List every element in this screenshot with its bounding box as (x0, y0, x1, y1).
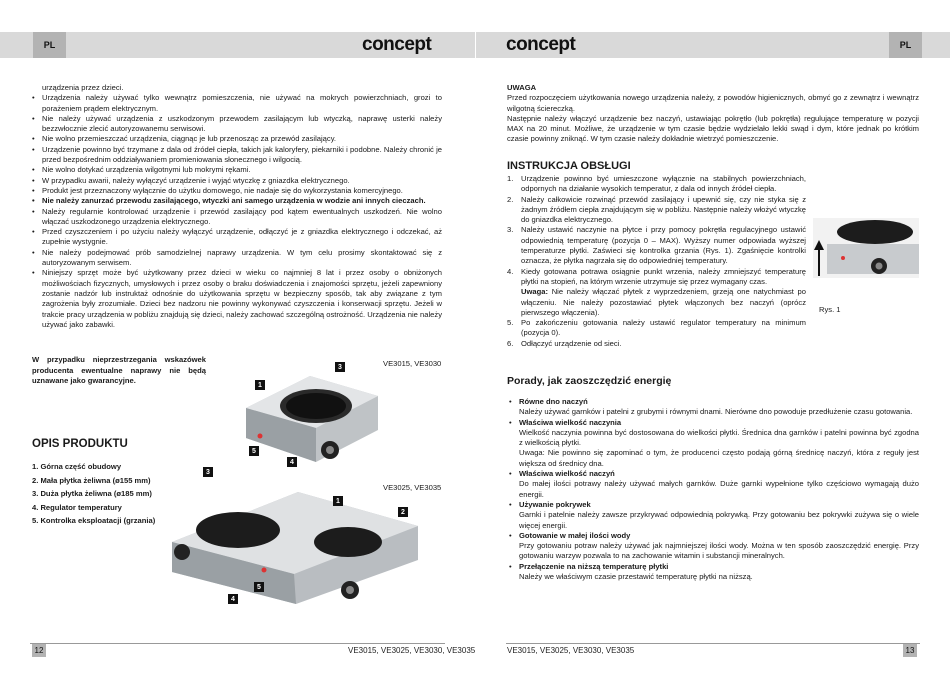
list-item: urządzenia przez dzieci. (42, 83, 124, 92)
part-item: 4. Regulator temperatury (32, 502, 122, 512)
part-item: 5. Kontrolka eksploatacji (grzania) (32, 516, 156, 525)
temperature-knob (174, 544, 190, 560)
uwaga-paragraph: Następnie należy włączyć urządzenie bez naczyń, ustawiając pokrętło (lub pokrętła) regulujące temperaturę w pozycji MAX na 20 minut. Możliwe, że urządzenie w tym czasie będzie wydzielało lekki swąd i dym, które jednak po krótkim czasie powinny zniknąć. W tym czasie należy dokładnie wietrzyć pomieszczenie. (507, 113, 919, 144)
list-item: 5. Po zakończeniu gotowania należy ustawić regulator temperatury na minimum (pozycja 0). (507, 318, 806, 338)
figure-rys1 (813, 218, 919, 278)
callout-3: 3 (335, 362, 345, 372)
parts-list (32, 460, 155, 528)
list-item: • Niniejszy sprzęt może być użytkowany przez dzieci w wieku co najmniej 8 lat i przez osoby o obniżonych możliwościach fizycznych, umysłowych i przez osoby o braku doświadczenia i znajomości sprzętu, jeżeli zapewniony zostanie nadzór lub instruktaż odnośnie do użytkowania sprzętu w bezpieczny sposób, tak aby związane z tym zagrożenia były zrozumiałe. Dzieci bez nadzoru nie powinny wykonywać czyszczenia i konserwacji sprzętu. Jeżeli w trakcie pracy urządzenia w pobliżu znajdują się dzieci, należy zachować szczególną ostrożność. Urządzenia nie należy używać jako zabawki. (30, 268, 442, 330)
list-item: • Urządzenie powinno być trzymane z dala od źródeł ciepła, takich jak kaloryfery, piekarniki i podobne. Należy chronić je przed bezpośrednim oddziaływaniem promieniowania słonecznego i wilgocią. (30, 145, 442, 166)
list-item: • Równe dno naczyń Należy używać garnków i patelni z grubymi i równymi dnami. Nierówne dno powoduje przedłużenie czasu gotowania. (507, 397, 919, 418)
plate-inner (286, 393, 346, 419)
list-item: • Nie należy zanurzać przewodu zasilającego, wtyczki ani samego urządzenia w wodzie ani innych cieczach. (30, 196, 442, 206)
uwaga-section (507, 83, 919, 145)
callout-4: 4 (287, 457, 297, 467)
instructions-list (507, 174, 806, 349)
product-description-title: OPIS PRODUKTU (32, 438, 128, 450)
callout-1: 1 (255, 380, 265, 390)
callout-5: 5 (249, 446, 259, 456)
list-item: • Właściwa wielkość naczynia Wielkość naczynia powinna być dostosowana do wielkości płytki. Średnica dna garnków i patelni powinna być zgodna z wielkością płytki. Uwaga: Nie powinno się zapominać o tym, że producenci często podają górną średnicę naczyń, która z reguły jest większa od średnicy dna. (507, 418, 919, 469)
large-cast-iron-plate (196, 512, 280, 548)
list-item: • Gotowanie w małej ilości wody Przy gotowaniu potraw należy używać jak najmniejszej ilości wody. Można w ten sposób zaoszczędzić energię. Przy gotowaniu warzyw pozwala to na zachowanie witamin i substancji mineralnych. (507, 531, 919, 562)
warranty-warning: W przypadku nieprzestrzegania wskazówek producenta ewentualne naprawy nie będą uznawane jako gwarancyjne. (32, 355, 206, 385)
cast-iron-plate (837, 220, 913, 244)
list-item: 4. Kiedy gotowana potrawa osiągnie punkt wrzenia, należy zmniejszyć temperaturę płytki na stopień, na którym wrzenie utrzymuje się przez wymagany czas. Uwaga: Nie należy włączać płytek z wyprzedzeniem, grzeją one natychmiast po włączeniu. Nie należy pozostawiać płytek włączonych bez naczyń (oprócz pierwszego włączenia). (507, 266, 806, 317)
safety-instructions (30, 83, 442, 330)
indicator-light (258, 434, 263, 439)
model-label-double: VE3025, VE3035 (383, 483, 442, 492)
uwaga-paragraph: Przed rozpoczęciem użytkowania nowego urządzenia należy, z powodów higienicznych, obmyć go z zewnątrz i wewnątrz wilgotną ściereczką. (507, 93, 919, 113)
language-badge-right: PL (889, 32, 922, 58)
list-item: • Nie należy używać urządzenia z uszkodzonym przewodem zasilającym lub wtyczką, naprawę usterki należy bezzwłocznie zlecić autoryzowanemu serwisowi. (30, 114, 442, 135)
list-item: 6. Odłączyć urządzenie od sieci. (507, 338, 622, 348)
safety-bullet-list (30, 83, 442, 330)
list-item: • Właściwa wielkość naczyń Do małej ilości potrawy należy używać małych garnków. Duże garnki wypełnione tylko częściowo wymagają dużo energii. (507, 469, 919, 500)
knob-center (876, 263, 883, 270)
list-item: • W przypadku awarii, należy wyłączyć urządzenie i wyjąć wtyczkę z gniazdka elektrycznego. (30, 176, 442, 186)
list-item: 1. Urządzenie powinno być umieszczone wyłącznie na stabilnych powierzchniach, odpornych na działanie wysokich temperatur, z dala od innych źródeł ciepła. (507, 174, 806, 194)
model-label-single: VE3015, VE3030 (383, 359, 442, 368)
callout-3: 3 (203, 467, 213, 477)
list-item: • Należy regularnie kontrolować urządzenie i przewód zasilający pod kątem ewentualnych uszkodzeń. Nie wolno włączać uszkodzonego urządzenia elektrycznego. (30, 207, 442, 228)
footer-line-left (30, 643, 445, 644)
double-hotplate-illustration (168, 486, 420, 606)
list-item: 3. Należy ustawić naczynie na płytce i przy pomocy pokrętła regulacyjnego ustawić odpowiednią temperaturę (pozycja 0 – MAX). Wyższy numer odpowiada wyższej temperaturze płytki. Zaświeci się kontrolka grzania (Rys. 1). Zgaśnięcie kontrolki oznacza, że płytka nagrzała się do odpowiedniej temperatury. (507, 225, 806, 266)
callout-2: 2 (398, 507, 408, 517)
part-item: 1. Górna część obudowy (32, 462, 122, 471)
list-item: • Przełączenie na niższą temperaturę płytki Należy we właściwym czasie przestawić temperaturę płytki na niższą. (507, 562, 919, 583)
energy-tips-list (507, 397, 919, 582)
knob-center (326, 446, 334, 454)
uwaga-inline: Uwaga: Nie należy włączać płytek z wyprzedzeniem, grzeją one natychmiast po włączeniu. Nie należy pozostawiać płytek włączonych bez naczyń (oprócz pierwszego włączenia). (521, 287, 806, 317)
list-item: • Urządzenia należy używać tylko wewnątrz pomieszczenia, nie używać na mokrych powierzchniach, grozi to porażeniem prądem elektrycznym. (30, 93, 442, 114)
footer-line-right (506, 643, 920, 644)
footer-models-left: VE3015, VE3025, VE3030, VE3035 (348, 646, 476, 655)
callout-4: 4 (228, 594, 238, 604)
page-number-left: 12 (32, 644, 46, 657)
list-item: • Nie wolno przemieszczać urządzenia, ciągnąc je lub przenosząc za przewód zasilający. (30, 134, 442, 144)
callout-5: 5 (254, 582, 264, 592)
list-item: • Nie wolno dotykać urządzenia wilgotnymi lub mokrymi rękami. (30, 165, 442, 175)
small-cast-iron-plate (314, 527, 382, 557)
list-item: 2. Należy całkowicie rozwinąć przewód zasilający i upewnić się, czy nie styka się z żadnym źródłem ciepła znajdującym się w pobliżu. Następnie należy włożyć wtyczkę do gniazdka elektrycznego. (507, 194, 806, 225)
list-item: • Przed czyszczeniem i po użyciu należy wyłączyć urządzenie, odłączyć je z gniazdka elektrycznego i odczekać, aż zupełnie wystygnie. (30, 227, 442, 248)
uwaga-title: UWAGA (507, 83, 537, 92)
part-item: 2. Mała płytka żeliwna (ø155 mm) (32, 475, 151, 485)
brand-logo-right: concept (506, 34, 576, 55)
knob-center (346, 586, 354, 594)
indicator-light (841, 256, 845, 260)
indicator-light (262, 568, 267, 573)
list-item: • Produkt jest przeznaczony wyłącznie do użytku domowego, nie nadaje się do wykorzystania komercyjnego. (30, 186, 442, 196)
brand-logo-left: concept (362, 34, 432, 55)
part-item: 3. Duża płytka żeliwna (ø185 mm) (32, 489, 152, 498)
figure-caption: Rys. 1 (819, 305, 841, 314)
footer-models-right: VE3015, VE3025, VE3030, VE3035 (507, 646, 635, 655)
list-item: • Nie należy podejmować prób samodzielnej naprawy urządzenia. W tym celu prosimy skontaktować się z autoryzowanym serwisem. (30, 248, 442, 269)
instructions-title: INSTRUKCJA OBSŁUGI (507, 160, 631, 172)
energy-tips-title: Porady, jak zaoszczędzić energię (507, 375, 672, 387)
callout-1: 1 (333, 496, 343, 506)
list-item: • Używanie pokrywek Garnki i patelnie należy zawsze przykrywać odpowiednią pokrywką. Przy gotowaniu bez pokrywki zużywa się o wiele więcej energii. (507, 500, 919, 531)
language-badge-left: PL (33, 32, 66, 58)
page-number-right: 13 (903, 644, 917, 657)
